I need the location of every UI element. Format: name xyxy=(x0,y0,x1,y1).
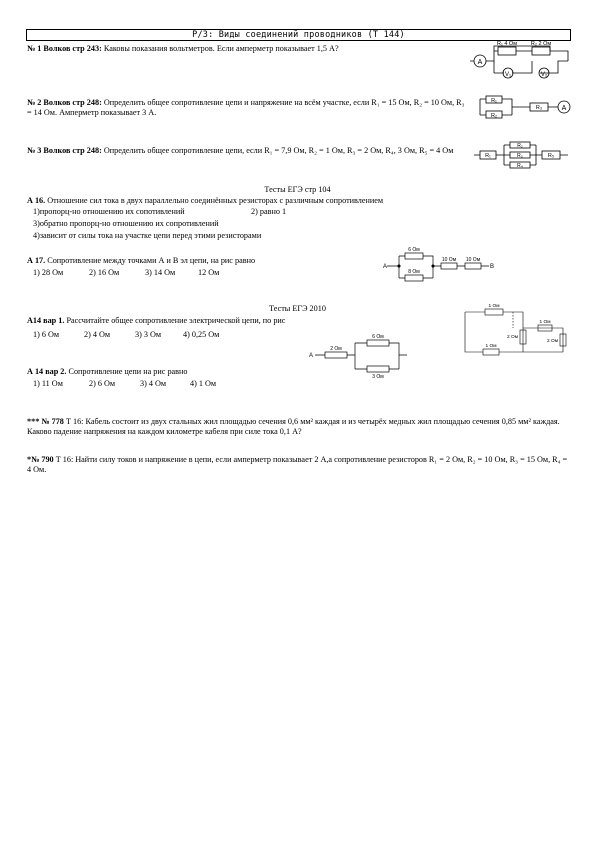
task-778 xyxy=(27,417,572,437)
fig6-r-top: 6 Ом xyxy=(372,334,384,340)
a14v2-option-2: 2) 6 Ом xyxy=(89,379,116,388)
a17-option-3: 3) 14 Ом xyxy=(145,268,176,277)
a14v2-option-4: 4) 1 Ом xyxy=(190,379,217,388)
task-3-source: Волков стр 248: xyxy=(43,146,102,155)
a14v1-option-3: 3) 3 Ом xyxy=(135,330,162,339)
fig5-r-bottom: 1 Ом xyxy=(485,344,497,349)
task-1-number: № 1 xyxy=(27,44,42,53)
a14v1-option-2: 2) 4 Ом xyxy=(84,330,111,339)
fig3-r4-label: R₄ xyxy=(517,163,523,169)
figure-6-circuit xyxy=(309,331,411,381)
task-2-source: Волков стр 248: xyxy=(43,98,102,107)
figure-5-circuit xyxy=(463,302,567,362)
fig4-r-last: 10 Ом xyxy=(465,257,481,263)
worksheet-header xyxy=(26,29,571,41)
task-790 xyxy=(27,455,572,475)
task-778-text: Т 16: Кабель состоит из двух стальных жил площадью сечения 0,6 мм² каждая и из четырёх медных жил площадью сечения 0,85 мм² каждая. Каково падение напряжения на каждом километре кабеля при силе тока 0,1 А? xyxy=(27,417,560,436)
task-3-text: Определить общее сопротивление цепи, если R₁ = 7,9 Ом, R₂ = 1 Ом, R₃ = 2 Ом, R₄, 3 Ом, R₅ = 4 Ом xyxy=(101,146,454,155)
fig1-ammeter-label: A xyxy=(477,59,483,66)
task-1 xyxy=(27,44,467,54)
section-ege-104-title: Тесты ЕГЭ стр 104 xyxy=(264,185,331,194)
a17-text: Сопротивление между точками А и В эл цепи, на рис равно xyxy=(45,256,256,265)
fig2-ammeter-label: A xyxy=(561,105,567,112)
figure-1-circuit xyxy=(468,41,572,89)
fig1-v2-label: V₂ xyxy=(540,72,548,78)
a17-option-1: 1) 28 Ом xyxy=(33,268,64,277)
task-1-source: Волков стр 243: xyxy=(43,44,102,53)
fig2-r1-label: R₁ xyxy=(491,98,497,104)
a17-option-4: 12 Ом xyxy=(198,268,220,277)
a14v1-option-4: 4) 0,25 Ом xyxy=(183,330,220,339)
figure-2-circuit xyxy=(478,93,572,125)
a16-text: Отношение сил тока в двух параллельно соединённых резисторах с различным сопротивлением xyxy=(45,196,384,205)
fig4-point-b: В xyxy=(490,264,495,270)
question-a14-v1 xyxy=(27,316,285,326)
fig4-r-top: 6 Ом xyxy=(408,247,420,253)
task-2-text: Определить общее сопротивление цепи и напряжение на всём участке, если R₁ = 15 Ом, R₂ = 10 Ом, R₃ = 14 Ом. Амперметр показывает 3 А. xyxy=(27,98,465,117)
a16-number: А 16. xyxy=(27,196,46,205)
fig4-r-middle: 10 Ом xyxy=(441,257,457,263)
task-1-text: Каковы показания вольтметров. Если амперметр показывает 1,5 А? xyxy=(101,44,339,53)
a14v2-option-1: 1) 11 Ом xyxy=(33,379,63,388)
fig2-r2-label: R₂ xyxy=(490,113,498,119)
fig5-r-right: 2 Ом xyxy=(546,339,558,344)
a14v1-option-1: 1) 6 Ом xyxy=(33,330,60,339)
task-3 xyxy=(27,146,467,156)
fig1-r2-label: R₂ 2 Ом xyxy=(530,41,552,47)
fig6-point-a: A xyxy=(309,353,314,359)
fig1-r1-label: R₁ 4 Ом xyxy=(496,41,518,47)
a14v2-option-3: 3) 4 Ом xyxy=(140,379,167,388)
worksheet-title: Р/З: Виды соединений проводников (Т 144) xyxy=(192,30,405,40)
task-790-number: *№ 790 xyxy=(27,455,54,464)
question-a16 xyxy=(27,196,572,206)
fig4-r-bottom: 8 Ом xyxy=(408,269,420,275)
section-ege-2010-title: Тесты ЕГЭ 2010 xyxy=(269,304,326,313)
task-790-text: Т 16: Найти силу токов и напряжение в цепи, если амперметр показывает 2 А,а сопротивление резисторов R₁ = 2 Ом, R₂ = 10 Ом, R₃ = 15 Ом, R₄ = 4 Ом. xyxy=(27,455,568,474)
fig6-r-left: 2 Ом xyxy=(330,346,342,352)
task-3-number: № 3 xyxy=(27,146,42,155)
task-2 xyxy=(27,98,467,118)
fig1-v1-label: V₁ xyxy=(504,72,512,78)
fig3-r1-label: R₁ xyxy=(485,153,491,159)
a17-number: А 17. xyxy=(27,256,46,265)
question-a17 xyxy=(27,256,255,266)
task-2-number: № 2 xyxy=(27,98,42,107)
a16-option-3: 3)обратно пропорц-но отношению их сопротивлений xyxy=(33,219,219,228)
a16-option-4: 4)зависит от силы тока на участке цепи перед этими резисторами xyxy=(33,231,262,240)
question-a14-v2 xyxy=(27,367,188,377)
a14v2-text: Сопротивление цепи на рис равно xyxy=(66,367,188,376)
fig3-r5-label: R₅ xyxy=(547,153,555,159)
figure-4-circuit xyxy=(383,246,493,288)
a14v2-number: А 14 вар 2. xyxy=(27,367,67,376)
a14v1-number: А14 вар 1. xyxy=(27,316,65,325)
a16-option-1: 1)пропорц-но отношению их сопотивлений xyxy=(33,207,185,216)
fig2-r3-label: R₃ xyxy=(535,105,543,111)
fig4-point-a: А xyxy=(383,264,388,270)
a16-option-2: 2) равно 1 xyxy=(251,207,287,216)
fig3-r3-label: R₃ xyxy=(517,153,523,159)
fig3-r2-label: R₂ xyxy=(517,143,523,149)
fig5-r-middle: 1 Ом xyxy=(539,320,551,325)
a14v1-text: Рассчитайте общее сопротивление электрической цепи, по рис xyxy=(64,316,286,325)
fig6-r-bottom: 3 Ом xyxy=(372,374,384,380)
task-778-number: *** № 778 xyxy=(27,417,64,426)
fig5-r-top: 1 Ом xyxy=(488,304,500,309)
figure-3-circuit xyxy=(474,139,572,173)
fig5-r-vertical: 2 Ом xyxy=(506,335,518,340)
a17-option-2: 2) 16 Ом xyxy=(89,268,120,277)
